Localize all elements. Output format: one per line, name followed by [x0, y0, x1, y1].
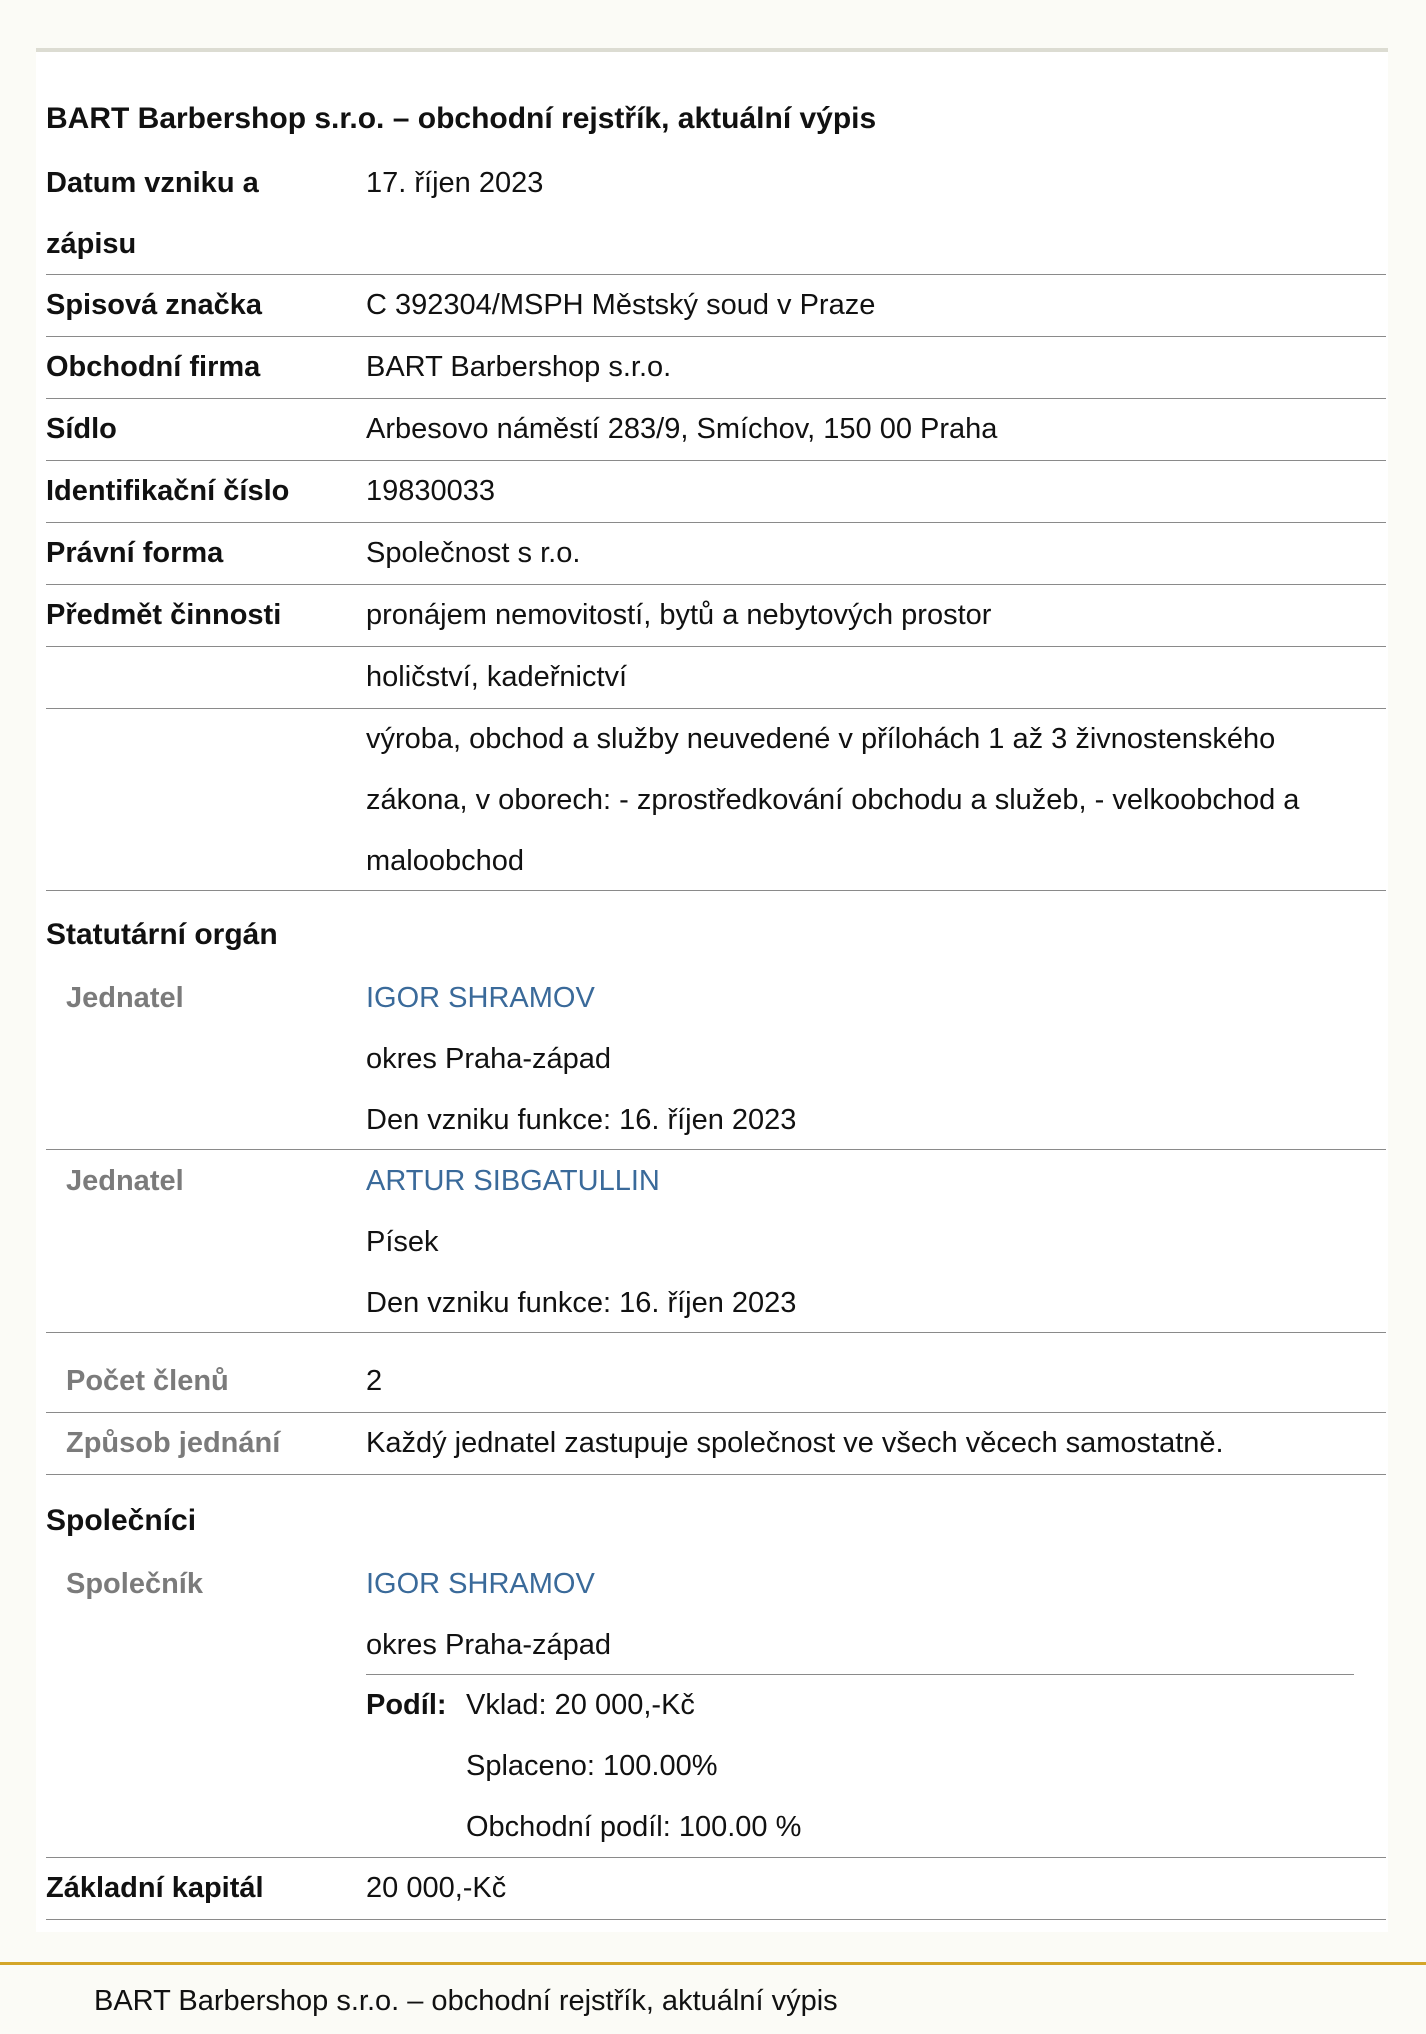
- row-label: Společník: [66, 1568, 203, 1600]
- row-spisova-znacka: [46, 275, 1386, 337]
- row-label: Předmět činnosti: [46, 599, 282, 631]
- row-value: ARTUR SIBGATULLIN Písek Den vzniku funkce: 16. říjen 2023: [366, 1151, 1376, 1334]
- person-link[interactable]: IGOR SHRAMOV: [366, 982, 595, 1014]
- row-zpusob-jednani: [46, 1413, 1386, 1475]
- row-value: 17. říjen 2023: [366, 167, 544, 199]
- row-datum-vzniku: [46, 153, 1386, 275]
- footer-text: BART Barbershop s.r.o. – obchodní rejstřík, aktuální výpis: [94, 1985, 838, 2017]
- row-label: Obchodní firma: [46, 351, 261, 383]
- row-label: Identifikační číslo: [46, 475, 290, 507]
- row-label: Datum vzniku a zápisu: [46, 167, 259, 260]
- row-value: pronájem nemovitostí, bytů a nebytových prostor: [366, 599, 992, 631]
- row-predmet-item: [46, 709, 1386, 891]
- footer-divider: [0, 1962, 1426, 1965]
- row-predmet-item: [46, 647, 1386, 709]
- row-label: Spisová značka: [46, 289, 262, 321]
- row-pravni-forma: [46, 523, 1386, 585]
- row-label: Způsob jednání: [66, 1427, 281, 1459]
- row-value: IGOR SHRAMOV okres Praha-západ: [366, 1554, 1376, 1676]
- row-zakladni-kapital: [46, 1858, 1386, 1920]
- row-identifikacni-cislo: [46, 461, 1386, 523]
- section-title-spolecnici: Společníci: [46, 1504, 197, 1537]
- row-label: Počet členů: [66, 1365, 229, 1397]
- share-label: Podíl:: [366, 1689, 447, 1721]
- section-title-statutarni: Statutární orgán: [46, 918, 278, 951]
- row-jednatel: [46, 1151, 1386, 1333]
- row-value: BART Barbershop s.r.o.: [366, 351, 672, 383]
- row-value: 20 000,-Kč: [366, 1872, 507, 1904]
- row-label: Základní kapitál: [46, 1872, 264, 1904]
- row-label: Sídlo: [46, 413, 117, 445]
- row-label: Jednatel: [66, 982, 184, 1014]
- row-value: výroba, obchod a služby neuvedené v přílohách 1 až 3 živnostenského zákona, v oborech: - zprostředkování obchodu a služeb, - velkoobchod a maloobchod: [366, 723, 1300, 877]
- person-link[interactable]: ARTUR SIBGATULLIN: [366, 1165, 660, 1197]
- row-value: Společnost s r.o.: [366, 537, 581, 569]
- row-label: Právní forma: [46, 537, 224, 569]
- row-pocet-clenu: [46, 1351, 1386, 1413]
- row-sidlo: [46, 399, 1386, 461]
- row-value: holičství, kadeřnictví: [366, 661, 628, 693]
- row-value: IGOR SHRAMOV okres Praha-západ Den vzniku funkce: 16. říjen 2023: [366, 968, 1376, 1151]
- document-title: BART Barbershop s.r.o. – obchodní rejstřík, aktuální výpis: [46, 102, 877, 135]
- row-value: Arbesovo náměstí 283/9, Smíchov, 150 00 Praha: [366, 413, 998, 445]
- row-value: Každý jednatel zastupuje společnost ve všech věcech samostatně.: [366, 1427, 1224, 1459]
- share-values: Vklad: 20 000,-Kč Splaceno: 100.00% Obchodní podíl: 100.00 %: [466, 1689, 802, 1843]
- row-label: Jednatel: [66, 1165, 184, 1197]
- person-link[interactable]: IGOR SHRAMOV: [366, 1568, 595, 1600]
- row-jednatel: [46, 968, 1386, 1150]
- row-obchodni-firma: [46, 337, 1386, 399]
- row-predmet-cinnosti: [46, 585, 1386, 647]
- row-value: 19830033: [366, 475, 496, 507]
- row-value: C 392304/MSPH Městský soud v Praze: [366, 289, 876, 321]
- row-value: 2: [366, 1365, 383, 1397]
